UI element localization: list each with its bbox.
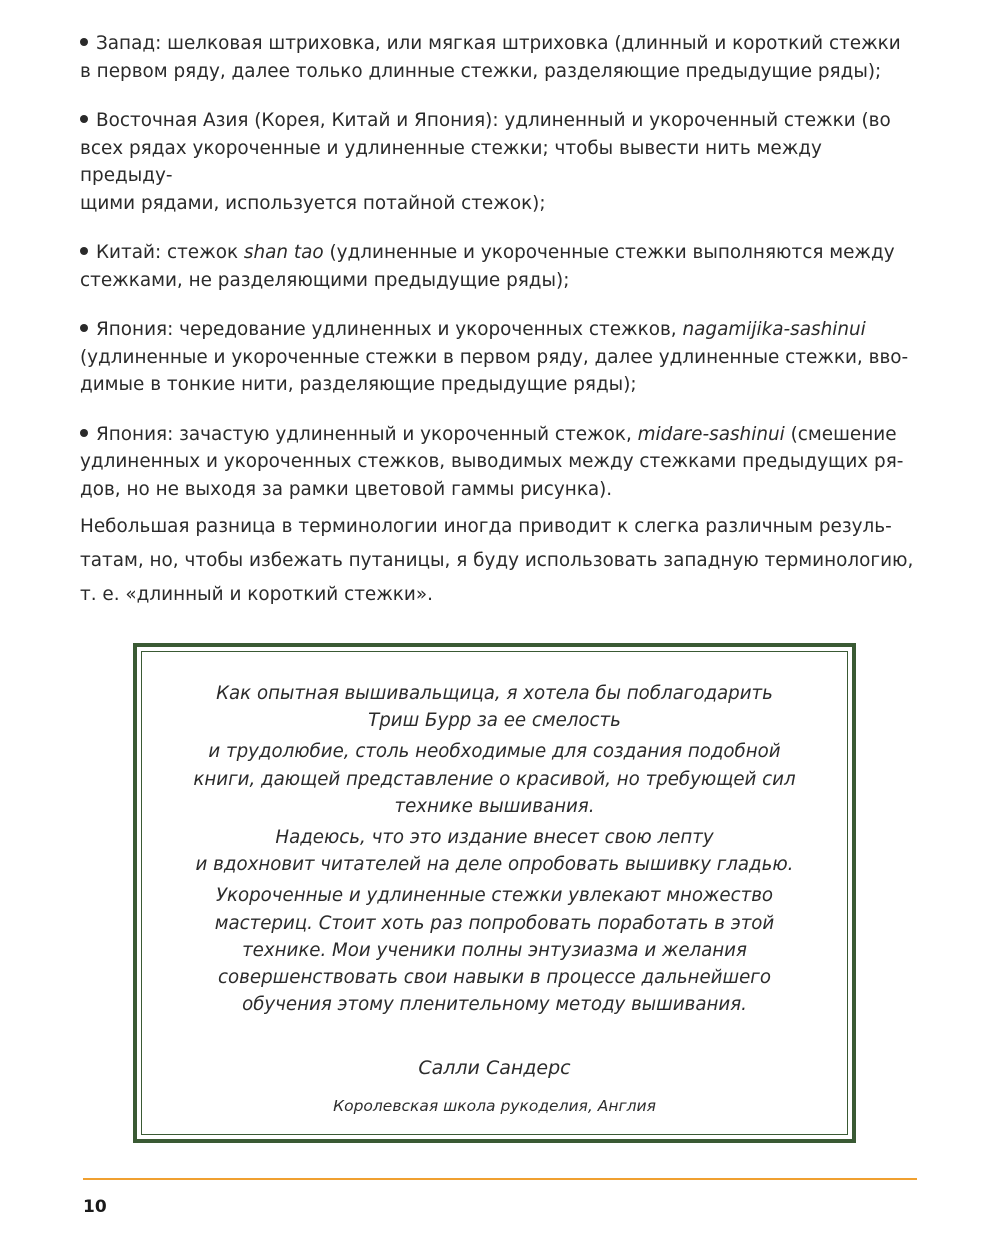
bullet-line: удлиненных и укороченных стежков, выводимых между стежками предыдущих ря- bbox=[80, 451, 904, 472]
quote-paragraph bbox=[140, 738, 849, 820]
quote-line: и вдохновит читателей на деле опробовать вышивку гладью. bbox=[195, 854, 794, 876]
bullet-dot-icon bbox=[80, 247, 88, 255]
bullet-line: димые в тонкие нити, разделяющие предыдущие ряды); bbox=[80, 374, 637, 395]
quote-line: Надеюсь, что это издание внесет свою лепту bbox=[275, 827, 714, 849]
body-paragraph bbox=[80, 510, 920, 612]
quote-line: и трудолюбие, столь необходимые для создания подобной bbox=[208, 741, 781, 763]
quote-line: технике. Мои ученики полны энтузиазма и желания bbox=[242, 939, 747, 961]
bullet-line: дов, но не выходя за рамки цветовой гаммы рисунка). bbox=[80, 478, 613, 500]
bullet-dot-icon bbox=[80, 115, 88, 123]
bullet-item bbox=[80, 421, 920, 504]
quote-line: технике вышивания. bbox=[394, 795, 595, 817]
bullet-item bbox=[80, 239, 920, 294]
paragraph-line: т. е. «длинный и короткий стежки». bbox=[80, 584, 433, 605]
bullet-dot-icon bbox=[80, 429, 88, 437]
quote-paragraph bbox=[140, 882, 849, 1018]
bullet-term: nagamijika-sashinui bbox=[682, 319, 866, 340]
bullet-line: Запад: шелковая штриховка, или мягкая штриховка (длинный и короткий стежки bbox=[96, 33, 901, 54]
quote-line: мастериц. Стоит хоть раз попробовать поработать в этой bbox=[214, 912, 775, 934]
bullet-dot-icon bbox=[80, 38, 88, 46]
bullet-item bbox=[80, 107, 920, 217]
bullet-text: Китай: стежок bbox=[96, 242, 244, 263]
bullet-line: Восточная Азия (Корея, Китай и Япония): удлиненный и укороченный стежки (во bbox=[96, 110, 891, 131]
bullet-list bbox=[80, 30, 920, 525]
bullet-item bbox=[80, 30, 920, 85]
quote-line: книги, дающей представление о красивой, но требующей сил bbox=[193, 768, 796, 790]
quote-paragraph bbox=[140, 824, 849, 878]
paragraph-line: татам, но, чтобы избежать путаницы, я буду использовать западную терминологию, bbox=[80, 550, 914, 571]
quote-organization: Королевская школа рукоделия, Англия bbox=[333, 1097, 656, 1115]
bullet-term: shan tao bbox=[243, 242, 324, 263]
bullet-text: (смешение bbox=[784, 423, 897, 445]
bullet-line: в первом ряду, далее только длинные стежки, разделяющие предыдущие ряды); bbox=[80, 60, 882, 82]
quote-author: Салли Сандерс bbox=[418, 1057, 571, 1079]
bullet-term: midare-sashinui bbox=[637, 423, 785, 445]
quote-line: Укороченные и удлиненные стежки увлекают множество bbox=[215, 885, 774, 907]
quote-line: совершенствовать свои навыки в процессе дальнейшего bbox=[218, 967, 771, 989]
quote-line: Триш Бурр за ее смелость bbox=[368, 710, 621, 732]
page-number: 10 bbox=[83, 1197, 107, 1217]
bullet-dot-icon bbox=[80, 324, 88, 332]
footer-rule bbox=[83, 1178, 917, 1180]
bullet-line: всех рядах укороченные и удлиненные стежки; чтобы вывести нить между предыду- bbox=[80, 137, 822, 186]
bullet-line: стежками, не разделяющими предыдущие ряды); bbox=[80, 269, 570, 291]
bullet-line: щими рядами, используется потайной стежок); bbox=[80, 192, 546, 214]
bullet-line: (удлиненные и укороченные стежки в первом ряду, далее удлиненные стежки, вво- bbox=[80, 346, 909, 368]
bullet-text: Япония: чередование удлиненных и укороченных стежков, bbox=[96, 319, 683, 340]
bullet-item bbox=[80, 316, 920, 399]
quote-text bbox=[140, 680, 849, 1022]
quote-line: обучения этому пленительному методу вышивания. bbox=[242, 994, 747, 1016]
paragraph-line: Небольшая разница в терминологии иногда приводит к слегка различным резуль- bbox=[80, 516, 892, 537]
quote-line: Как опытная вышивальщица, я хотела бы поблагодарить bbox=[216, 683, 773, 704]
bullet-text: Япония: зачастую удлиненный и укороченный стежок, bbox=[96, 423, 638, 445]
quote-paragraph bbox=[140, 680, 849, 734]
bullet-text: (удлиненные и укороченные стежки выполняются между bbox=[323, 242, 895, 263]
